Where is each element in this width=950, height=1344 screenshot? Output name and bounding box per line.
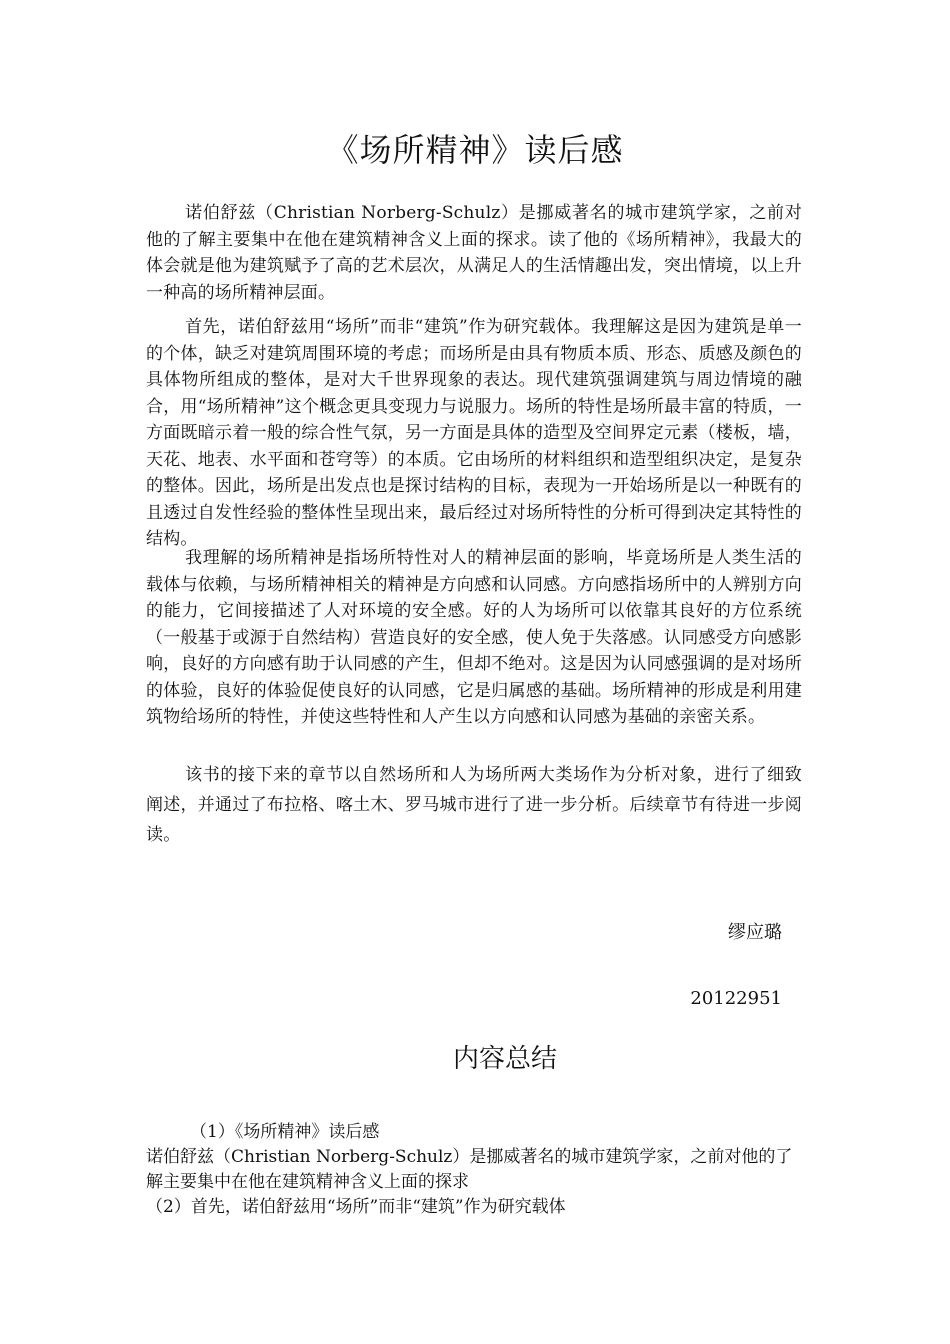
paragraph-text: 该书的接下来的章节以自然场所和人为场所两大类场作为分析对象，进行了细致阐述，并通过了布拉格、喀土木、罗马城市进行了进一步分析。后续章节有待进一步阅读。 bbox=[146, 765, 802, 845]
summary-title: 内容总结 bbox=[452, 1044, 557, 1074]
summary-item-1-heading: （1）《场所精神》读后感 bbox=[190, 1122, 380, 1142]
author-name: 缪应璐 bbox=[728, 922, 782, 943]
summary-item-2-text: （2）首先，诺伯舒兹用“场所”而非“建筑”作为研究载体 bbox=[146, 1197, 566, 1217]
paragraph-4 bbox=[146, 760, 802, 850]
student-id: 20122951 bbox=[690, 988, 782, 1009]
paragraph-3 bbox=[146, 545, 802, 731]
paragraph-text: 我理解的场所精神是指场所特性对人的精神层面的影响，毕竟场所是人类生活的载体与依赖，与场所精神相关的精神是方向感和认同感。方向感指场所中的人辨别方向的能力，它间接描述了人对环境的安全感。好的人为场所可以依靠其良好的方位系统（一般基于或源于自然结构）营造良好的安全感，使人免于失落感。认同感受方向感影响，良好的方向感有助于认同感的产生，但却不绝对。这是因为认同感强调的是对场所的体验，良好的体验促使良好的认同感，它是归属感的基础。场所精神的形成是利用建筑物给场所的特性，并使这些特性和人产生以方向感和认同感为基础的亲密关系。 bbox=[146, 548, 802, 727]
paragraph-1 bbox=[146, 200, 802, 306]
paragraph-text: 诺伯舒兹（Christian Norberg-Schulz）是挪威著名的城市建筑学家，之前对他的了解主要集中在他在建筑精神含义上面的探求。读了他的《场所精神》，我最大的体会就是他为建筑赋予了高的艺术层次，从满足人的生活情趣出发，突出情境，以上升一种高的场所精神层面。 bbox=[146, 203, 802, 303]
paragraph-text: 首先，诺伯舒兹用“场所”而非“建筑”作为研究载体。我理解这是因为建筑是单一的个体，缺乏对建筑周围环境的考虑；而场所是由具有物质本质、形态、质感及颜色的具体物所组成的整体，是对大千世界现象的表达。现代建筑强调建筑与周边情境的融合，用“场所精神”这个概念更具变现力与说服力。场所的特性是场所最丰富的特质，一方面既暗示着一般的综合性气氛，另一方面是具体的造型及空间界定元素（楼板，墙，天花、地表、水平面和苍穹等）的本质。它由场所的材料组织和造型组织决定，是复杂的整体。因此，场所是出发点也是探讨结构的目标，表现为一开始场所是以一种既有的且透过自发性经验的整体性呈现出来，最后经过对场所特性的分析可得到决定其特性的结构。 bbox=[146, 317, 802, 549]
paragraph-2 bbox=[146, 314, 802, 553]
document-title: 《场所精神》读后感 bbox=[326, 131, 624, 169]
summary-item-1-text: 诺伯舒兹（Christian Norberg-Schulz）是挪威著名的城市建筑学家，之前对他的了解主要集中在他在建筑精神含义上面的探求 bbox=[146, 1147, 793, 1192]
summary-section bbox=[146, 1120, 806, 1220]
